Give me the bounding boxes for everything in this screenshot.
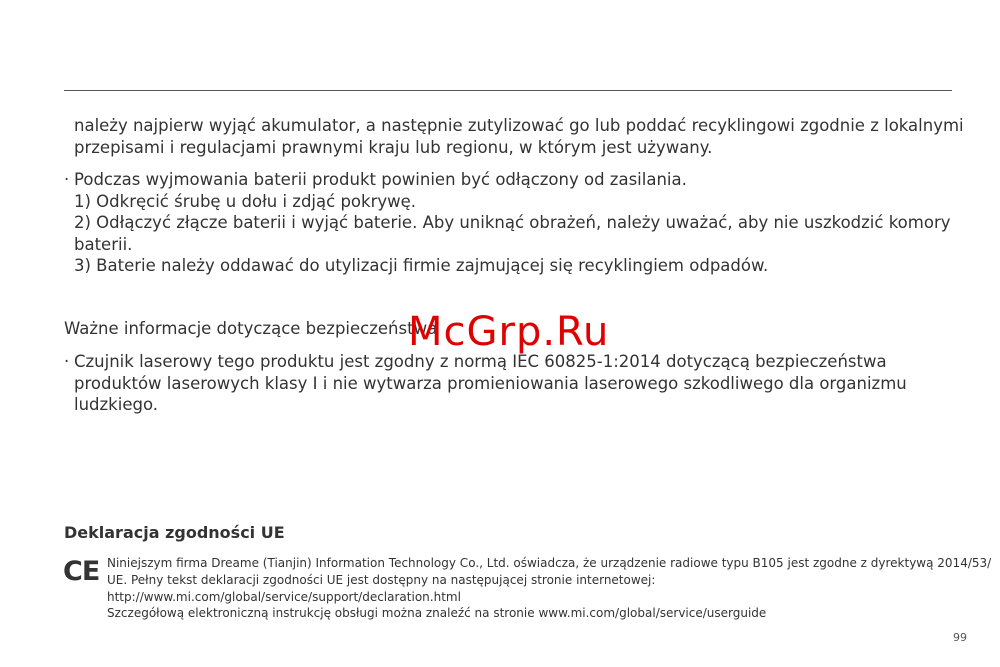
- ce-mark-icon: CE: [63, 556, 100, 587]
- page-number: 99: [953, 631, 967, 644]
- laser-safety-paragraph: [74, 351, 907, 416]
- list-item: Podczas wyjmowania baterii produkt powinien być odłączony od zasilania.: [74, 170, 687, 189]
- list-item: baterii.: [74, 234, 133, 254]
- header-divider: [64, 90, 952, 91]
- bullet-marker: ·: [64, 352, 70, 371]
- declaration-line: Szczegółową elektroniczną instrukcję obsługi można znaleźć na stronie www.mi.com/global/service/userguide: [107, 606, 767, 621]
- bullet-marker: ·: [64, 170, 70, 189]
- declaration-url[interactable]: http://www.mi.com/global/service/support/declaration.html: [107, 589, 461, 604]
- declaration-line: Niniejszym firma Dreame (Tianjin) Information Technology Co., Ltd. oświadcza, że urządzenie radiowe typu B105 jest zgodne z dyrektywą 2014/53/: [107, 556, 992, 570]
- declaration-line: UE. Pełny tekst deklaracji zgodności UE jest dostępny na następującej stronie internetowej:: [107, 572, 656, 587]
- list-item: 2) Odłączyć złącze baterii i wyjąć baterie. Aby uniknąć obrażeń, należy uważać, aby nie uszkodzić komory: [74, 213, 951, 233]
- list-item: 3) Baterie należy oddawać do utylizacji firmie zajmującej się recyklingiem odpadów.: [74, 256, 769, 276]
- paragraph-line: Czujnik laserowy tego produktu jest zgodny z normą IEC 60825-1:2014 dotyczącą bezpieczeństwa: [74, 352, 887, 371]
- paragraph-line: produktów laserowych klasy I i nie wytwarza promieniowania laserowego szkodliwego dla organizmu: [74, 373, 907, 393]
- paragraph-line: przepisami i regulacjami prawnymi kraju lub regionu, w którym jest używany.: [74, 137, 713, 157]
- watermark: McGrp.Ru: [408, 309, 610, 355]
- battery-removal-list: [74, 169, 951, 277]
- safety-heading: Ważne informacje dotyczące bezpieczeństwa: [64, 319, 438, 338]
- disposal-paragraph: [74, 115, 964, 158]
- eu-declaration-text: [107, 555, 991, 622]
- paragraph-line: należy najpierw wyjąć akumulator, a następnie zutylizować go lub poddać recyklingowi zgodnie z lokalnymi: [74, 116, 964, 135]
- paragraph-line: ludzkiego.: [74, 395, 158, 415]
- eu-declaration-heading: Deklaracja zgodności UE: [64, 523, 285, 542]
- list-item: 1) Odkręcić śrubę u dołu i zdjąć pokrywę.: [74, 191, 417, 211]
